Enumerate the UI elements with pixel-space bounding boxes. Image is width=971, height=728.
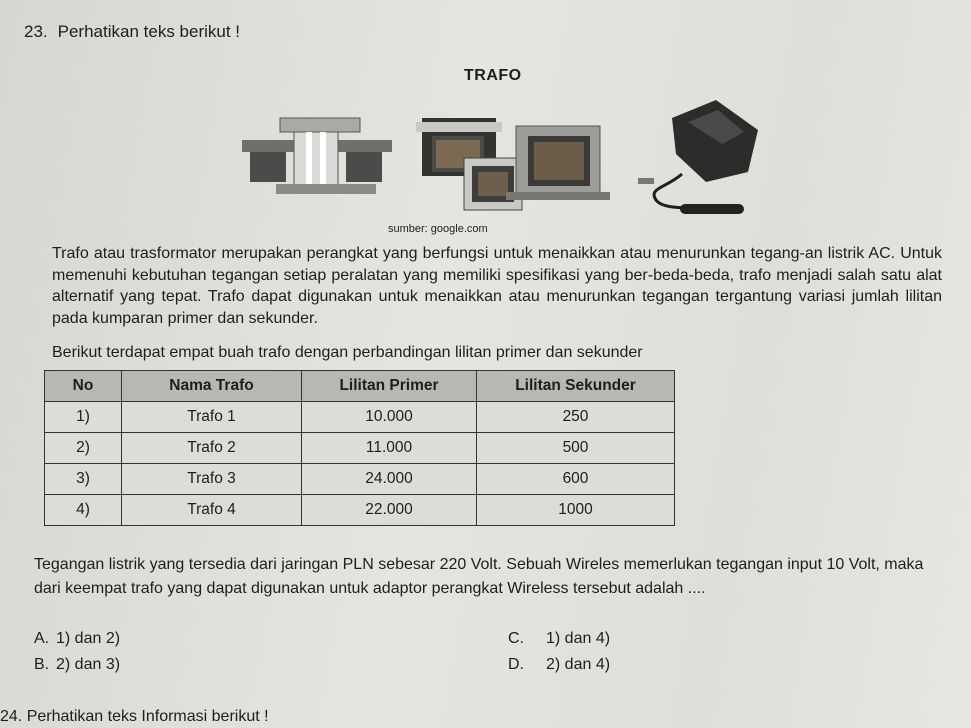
table-cell: 600 (477, 464, 675, 495)
question-heading (24, 22, 240, 42)
transformer-image-4 (506, 126, 610, 200)
option-text: 2) dan 4) (546, 656, 611, 673)
table-cell: 10.000 (302, 402, 477, 433)
table-cell: 22.000 (302, 495, 477, 526)
table-row (45, 495, 675, 526)
table-cell: 500 (477, 433, 675, 464)
transformer-image-3 (464, 158, 522, 210)
intro-paragraph: Trafo atau trasformator merupakan perangkat yang berfungsi untuk menaikkan atau menurunkan tegang-an listrik AC. Untuk memenuhi kebutuhan tegangan setiap peralatan yang memiliki spesifikasi yang ber-beda-beda, trafo menjadi salah satu alat alternatif yang tepat. Trafo dapat digunakan untuk menaikkan atau menurunkan tegangan tergantung variasi jumlah lilitan pada kumparan primer dan sekunder. (52, 245, 942, 327)
next-question-heading: 24. Perhatikan teks Informasi berikut ! (0, 708, 269, 725)
column-header-name: Nama Trafo (122, 371, 302, 402)
table-cell: 24.000 (302, 464, 477, 495)
transformer-table (44, 370, 675, 526)
column-header-secondary: Lilitan Sekunder (477, 371, 675, 402)
option-a[interactable] (34, 630, 120, 648)
column-header-primary: Lilitan Primer (302, 371, 477, 402)
question-number: 23. (24, 22, 48, 41)
table-cell: 250 (477, 402, 675, 433)
adapter-image (638, 100, 758, 214)
option-letter: D. (508, 656, 524, 673)
table-header-row (45, 371, 675, 402)
table-cell: 11.000 (302, 433, 477, 464)
transformer-photo (236, 96, 764, 228)
table-cell: 4) (45, 495, 122, 526)
option-d[interactable] (508, 656, 610, 674)
table-cell: 3) (45, 464, 122, 495)
table-cell: Trafo 4 (122, 495, 302, 526)
table-row (45, 433, 675, 464)
option-text: 1) dan 4) (546, 630, 611, 647)
option-letter: C. (508, 630, 524, 647)
table-cell: 1) (45, 402, 122, 433)
question-heading-text: Perhatikan teks berikut ! (57, 22, 241, 41)
option-text: 2) dan 3) (56, 656, 121, 673)
option-c[interactable] (508, 630, 610, 648)
transformer-image-1 (242, 118, 392, 194)
question-prompt: Tegangan listrik yang tersedia dari jaringan PLN sebesar 220 Volt. Sebuah Wireles memerlukan tegangan input 10 Volt, maka dari keempat trafo yang dapat digunakan untuk adaptor perangkat Wireless tersebut adalah .... (34, 556, 924, 597)
option-text: 1) dan 2) (56, 630, 121, 647)
option-b[interactable] (34, 656, 120, 674)
table-cell: 1000 (477, 495, 675, 526)
table-cell: 2) (45, 433, 122, 464)
table-cell: Trafo 1 (122, 402, 302, 433)
table-row (45, 402, 675, 433)
table-cell: Trafo 2 (122, 433, 302, 464)
column-header-no: No (45, 371, 122, 402)
figure-caption: sumber: google.com (388, 223, 488, 235)
option-letter: A. (34, 630, 50, 647)
table-row (45, 464, 675, 495)
figure-title: TRAFO (464, 67, 522, 84)
table-lead-text: Berikut terdapat empat buah trafo dengan perbandingan lilitan primer dan sekunder (52, 344, 643, 361)
option-letter: B. (34, 656, 50, 673)
table-cell: Trafo 3 (122, 464, 302, 495)
